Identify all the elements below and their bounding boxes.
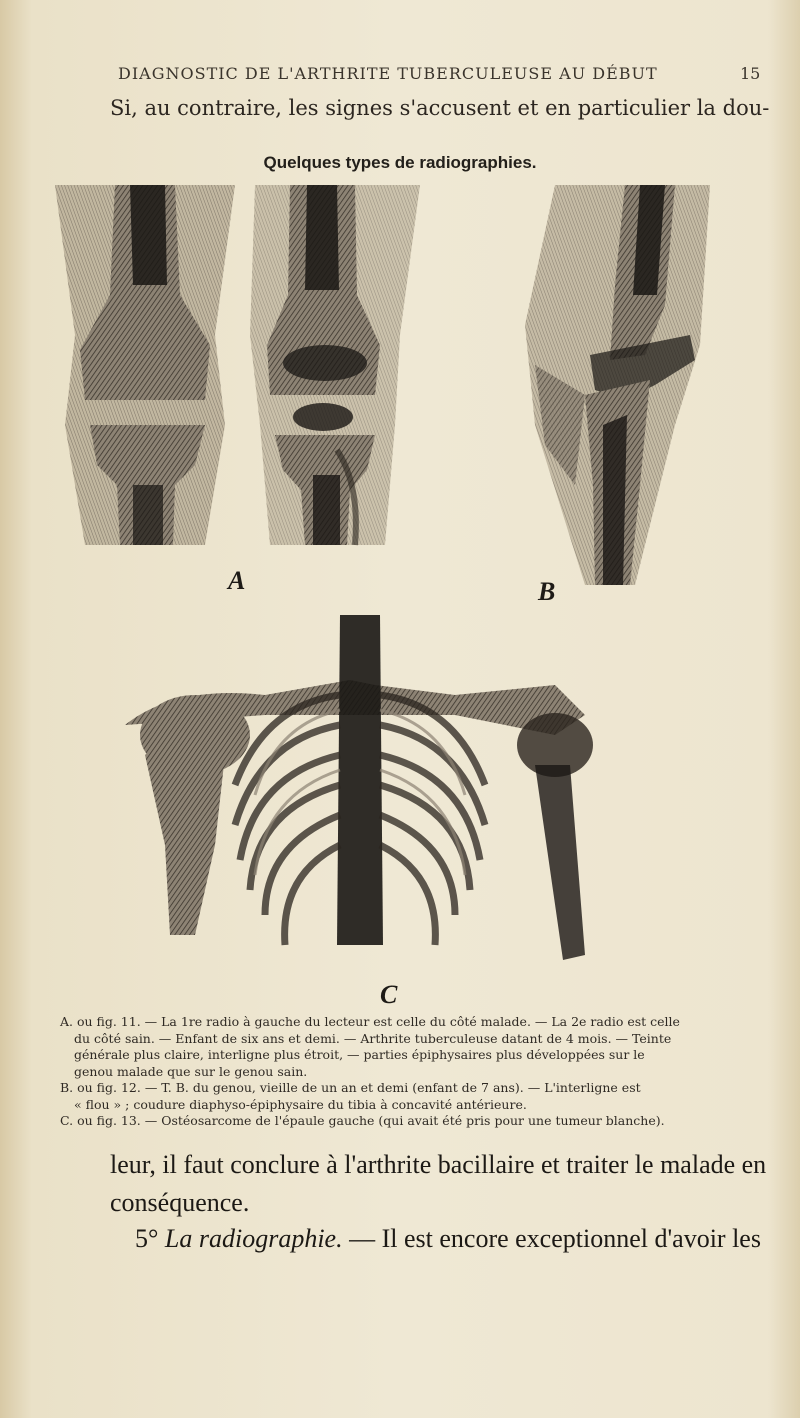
section-title: La radiographie. (164, 1224, 343, 1253)
running-head: DIAGNOSTIC DE L'ARTHRITE TUBERCULEUSE AU DÉBUT (118, 64, 658, 83)
radiograph-a-knees (45, 185, 430, 560)
legend-a-line3: générale plus claire, interligne plus étroit, — parties épiphysaires plus développées sur le (74, 1047, 645, 1062)
figure-legend (60, 1014, 780, 1130)
section-text: — Il est encore exceptionnel d'avoir les (342, 1224, 761, 1253)
legend-c-line1: C. ou fig. 13. — Ostéosarcome de l'épaule gauche (qui avait été pris pour une tumeur blanche). (60, 1113, 665, 1128)
page-number: 15 (740, 64, 761, 83)
figure-label-a: A (228, 566, 246, 595)
main-text-line3 (135, 1224, 800, 1254)
legend-a-line2: du côté sain. — Enfant de six ans et demi. — Arthrite tuberculeuse datant de 4 mois. — Teinte (74, 1030, 672, 1046)
legend-a-line1: A. ou fig. 11. — La 1re radio à gauche du lecteur est celle du côté malade. — La 2e radio est celle (60, 1014, 680, 1029)
section-number: 5° (135, 1224, 159, 1253)
radiograph-b-knee-lateral (515, 185, 715, 585)
figure-label-b: B (538, 577, 556, 606)
main-text-line2: conséquence. (110, 1188, 250, 1217)
legend-a-line4: genou malade que sur le genou sain. (74, 1063, 308, 1079)
radiograph-c-thorax (115, 615, 605, 975)
legend-b-line1: B. ou fig. 12. — T. B. du genou, vieille de un an et demi (enfant de 7 ans). — L'interligne est (60, 1080, 641, 1095)
opening-line: Si, au contraire, les signes s'accusent et en particulier la dou- (110, 96, 770, 120)
main-text-line1: leur, il faut conclure à l'arthrite bacillaire et traiter le malade en (110, 1150, 767, 1179)
legend-b-line2: « flou » ; coudure diaphyso-épiphysaire du tibia à concavité antérieure. (74, 1096, 527, 1112)
figure-label-c: C (380, 980, 398, 1009)
figure-caption-title: Quelques types de radiographies. (263, 153, 537, 172)
